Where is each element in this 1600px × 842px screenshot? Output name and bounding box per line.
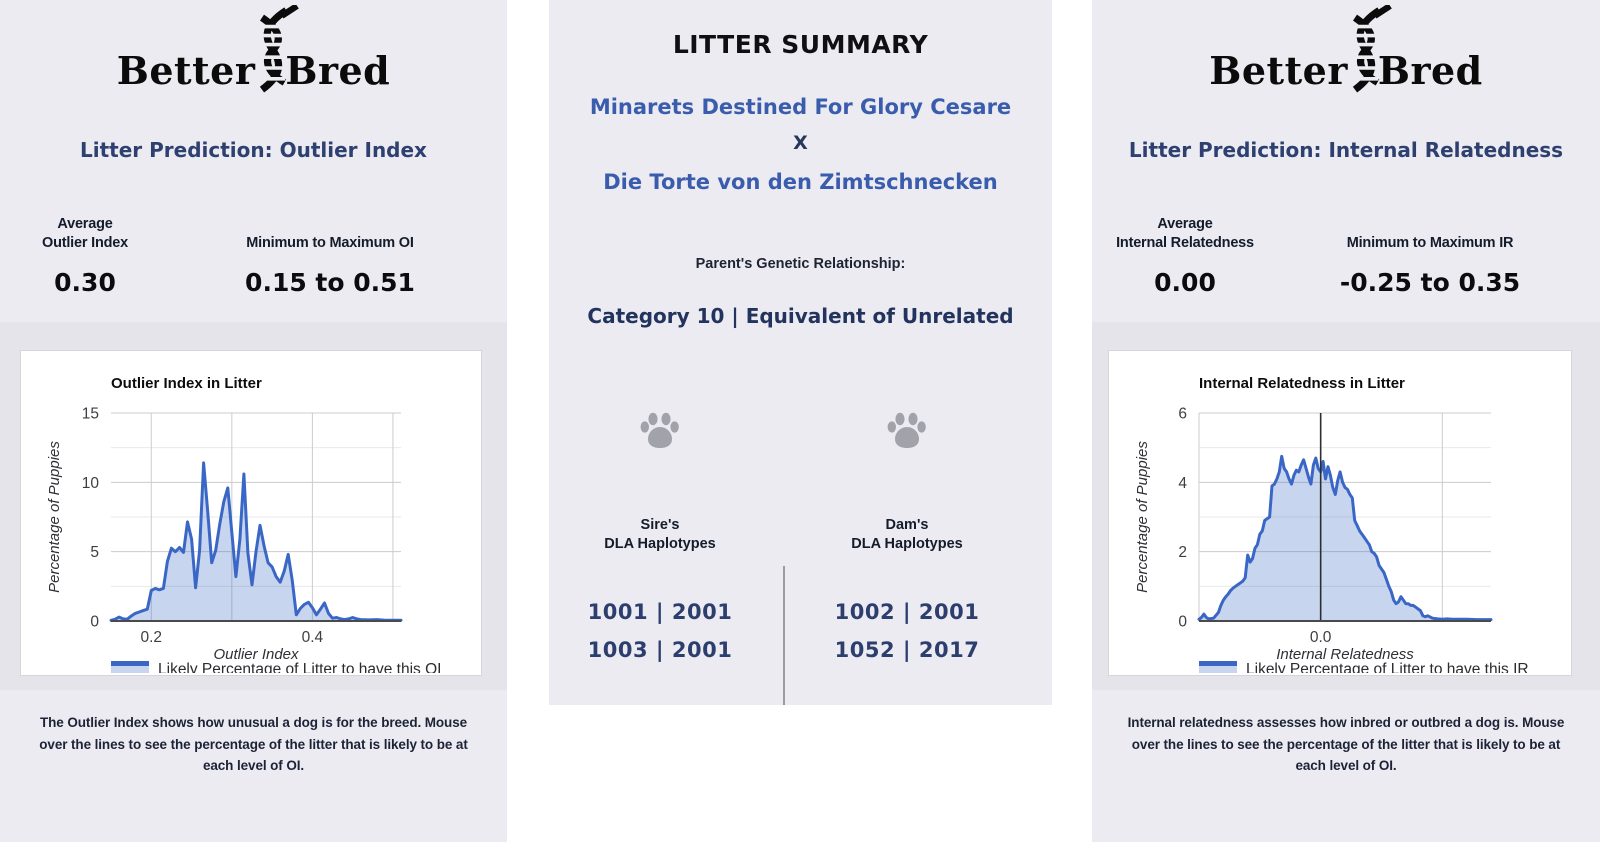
relationship-value: Category 10 | Equivalent of Unrelated [587, 304, 1014, 328]
dam-haplotypes-label: Dam's DLA Haplotypes [851, 517, 963, 552]
svg-text:0: 0 [1178, 613, 1187, 631]
svg-text:2: 2 [1178, 544, 1187, 562]
svg-text:Outlier Index: Outlier Index [213, 646, 299, 663]
svg-text:0.4: 0.4 [301, 629, 324, 646]
dam-name-link[interactable]: Die Torte von den Zimtschnecken [603, 170, 998, 194]
internal-relatedness-panel [1092, 0, 1600, 842]
svg-text:6: 6 [1178, 405, 1187, 423]
ir-chart-band [1092, 322, 1600, 690]
svg-text:Percentage of Puppies: Percentage of Puppies [1134, 441, 1151, 593]
logo-text-better: Better [1209, 48, 1348, 93]
dna-helix-icon [1335, 5, 1393, 95]
dna-helix-icon [242, 5, 300, 95]
oi-description: The Outlier Index shows how unusual a dog is for the breed. Mouse over the lines to see the percentage of the litter that is likely to be at each level of OI. [39, 715, 468, 774]
ir-minmax-value: -0.25 to 0.35 [1339, 268, 1521, 297]
ir-description: Internal relatedness assesses how inbred or outbred a dog is. Mouse over the lines to see the percentage of the litter that is likely to be at each level of OI. [1127, 715, 1565, 774]
oi-minmax-value: 0.15 to 0.51 [245, 268, 415, 297]
svg-text:Percentage of Puppies: Percentage of Puppies [46, 441, 63, 593]
svg-text:Internal Relatedness: Internal Relatedness [1276, 646, 1414, 663]
svg-text:10: 10 [81, 474, 99, 492]
ir-average-value: 0.00 [1154, 268, 1216, 297]
logo-text-bred: Bred [285, 48, 391, 93]
betterbred-logo [0, 4, 507, 93]
svg-text:0: 0 [90, 613, 99, 631]
litter-summary-title: LITTER SUMMARY [672, 30, 929, 59]
ir-chart-card[interactable] [1108, 350, 1572, 676]
dam-haplotype-row: 1002 | 2001 [834, 600, 980, 624]
sire-name-link[interactable]: Minarets Destined For Glory Cesare [589, 95, 1012, 119]
betterbred-logo [1092, 4, 1600, 93]
oi-average-label: Average Outlier Index [41, 216, 129, 251]
oi-chart-band [0, 322, 507, 690]
ir-panel-title: Litter Prediction: Internal Relatedness [1128, 138, 1564, 162]
dam-haplotype-row: 1052 | 2017 [834, 638, 980, 662]
svg-text:4: 4 [1178, 474, 1187, 492]
oi-average-value: 0.30 [54, 268, 116, 297]
ir-chart[interactable] [1109, 351, 1569, 673]
litter-summary-panel [549, 0, 1052, 705]
dam-paw-icon [887, 412, 927, 449]
outlier-index-panel [0, 0, 507, 842]
svg-text:Outlier Index in Litter: Outlier Index in Litter [111, 375, 262, 392]
ir-average-label: Average Internal Relatedness [1116, 216, 1254, 251]
sire-haplotypes-label: Sire's DLA Haplotypes [604, 517, 716, 552]
oi-minmax-label: Minimum to Maximum OI [246, 235, 414, 251]
svg-text:0.2: 0.2 [140, 629, 163, 646]
cross-symbol: X [793, 132, 808, 154]
oi-chart-card[interactable] [20, 350, 482, 676]
svg-text:Likely Percentage of Litter to: Likely Percentage of Litter to have this OI [158, 661, 442, 673]
svg-text:Internal Relatedness in Litter: Internal Relatedness in Litter [1199, 375, 1405, 392]
relationship-label: Parent's Genetic Relationship: [695, 256, 906, 272]
sire-haplotype-row: 1001 | 2001 [587, 600, 733, 624]
logo-text-bred: Bred [1377, 48, 1483, 93]
svg-text:Likely Percentage of Litter to: Likely Percentage of Litter to have this IR [1246, 661, 1529, 673]
sire-paw-icon [640, 412, 680, 449]
oi-chart[interactable] [21, 351, 479, 673]
oi-panel-title: Litter Prediction: Outlier Index [80, 138, 427, 162]
logo-text-better: Better [116, 48, 256, 93]
sire-haplotype-row: 1003 | 2001 [587, 638, 733, 662]
haplotype-divider [783, 566, 785, 705]
svg-text:0.0: 0.0 [1309, 629, 1332, 646]
svg-text:15: 15 [81, 405, 99, 423]
ir-minmax-label: Minimum to Maximum IR [1346, 235, 1514, 251]
svg-text:5: 5 [90, 544, 99, 562]
